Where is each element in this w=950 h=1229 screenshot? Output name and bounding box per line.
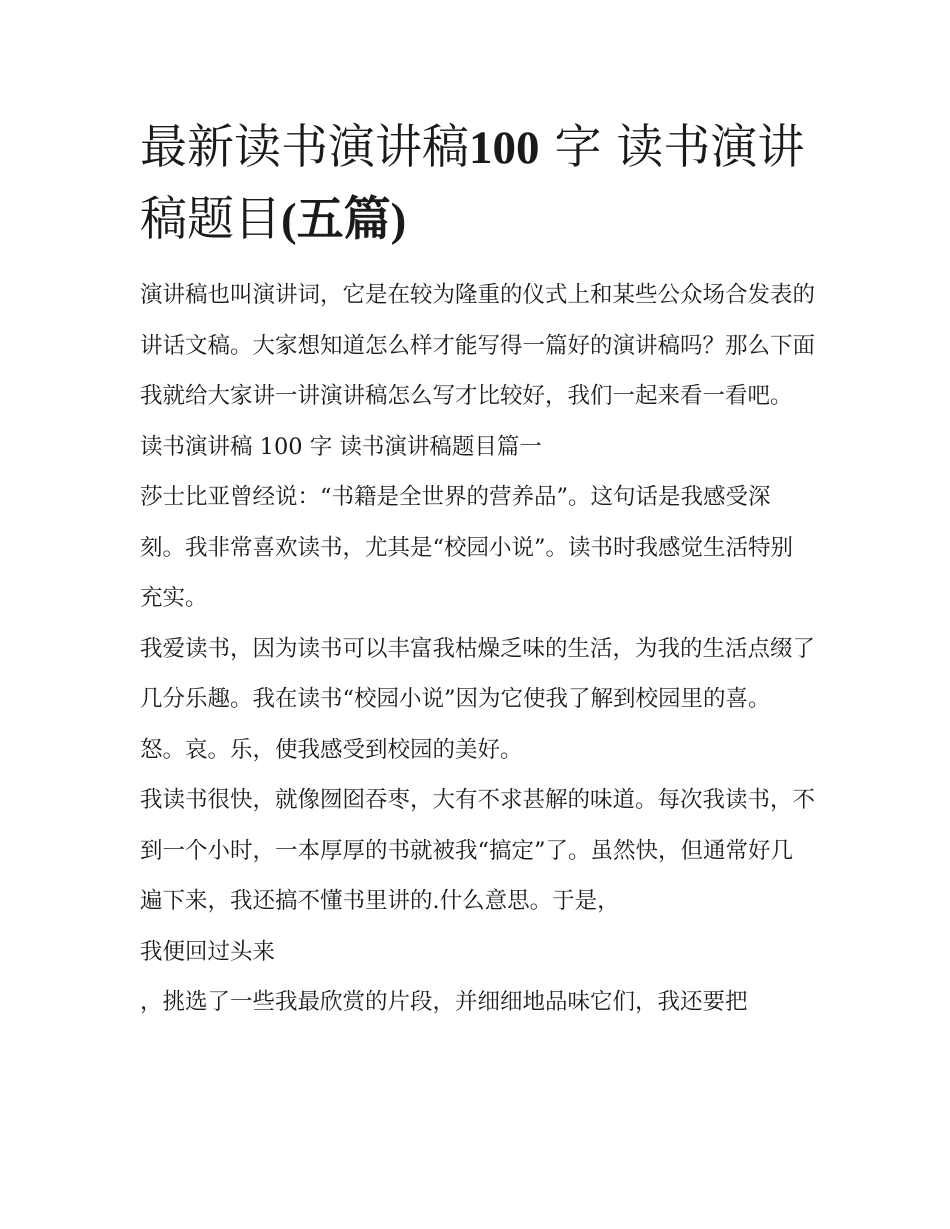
body-paragraph: ，挑选了一些我最欣赏的片段，并细细地品味它们，我还要把 bbox=[140, 989, 748, 1015]
title-number: 100 bbox=[469, 122, 540, 174]
body-paragraph: 我读书很快，就像囫囵吞枣，大有不求甚解的味道。每次我读书，不到一个小时，一本厚厚的书就被我“搞定”了。虽然快，但通常好几遍下来，我还搞不懂书里讲的.什么意思。于是， bbox=[140, 787, 816, 914]
body-paragraph: 我爱读书，因为读书可以丰富我枯燥乏味的生活，为我的生活点缀了几分乐趣。我在读书“校园小说”因为它使我了解到校园里的喜。怒。哀。乐，使我感受到校园的美好。 bbox=[140, 635, 816, 763]
intro-paragraph: 演讲稿也叫演讲词，它是在较为隆重的仪式上和某些公众场合发表的讲话文稿。大家想知道怎么样才能写得一篇好的演讲稿吗？那么下面我就给大家讲一讲演讲稿怎么写才比较好，我们一起来看一看吧。 bbox=[140, 282, 816, 409]
title-paren: (五篇) bbox=[281, 194, 407, 246]
title-part-2: 字 读书演 bbox=[554, 120, 758, 175]
title-part-3: 讲稿题目 bbox=[140, 120, 805, 247]
title-part-1: 最新读书演讲稿 bbox=[140, 120, 469, 175]
document-page bbox=[140, 112, 820, 1028]
document-body bbox=[140, 270, 820, 1028]
section-heading: 读书演讲稿 100 字 读书演讲稿题目篇一 bbox=[140, 433, 542, 460]
document-title bbox=[140, 112, 820, 256]
body-paragraph: 莎士比亚曾经说：“书籍是全世界的营养品”。这句话是我感受深刻。我非常喜欢读书，尤其是“校园小说”。读书时我感觉生活特别充实。 bbox=[140, 484, 794, 611]
body-paragraph: 我便回过头来 bbox=[140, 938, 276, 965]
